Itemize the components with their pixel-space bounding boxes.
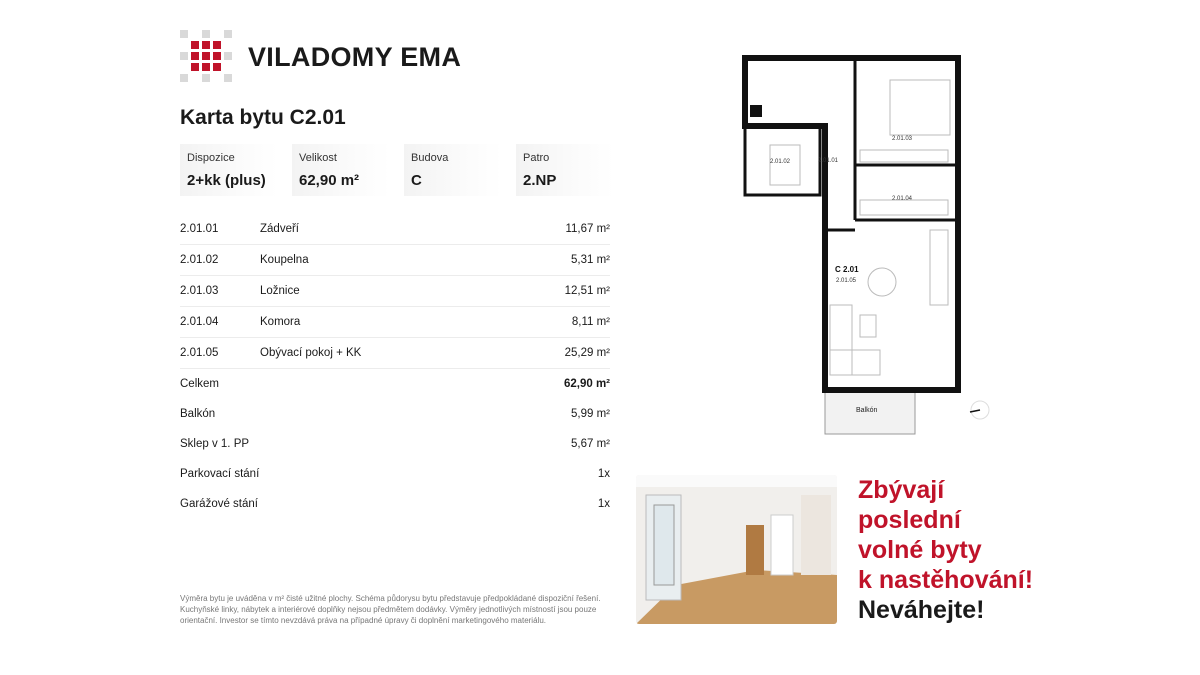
table-row (180, 307, 610, 338)
extra-area: 1x (597, 468, 610, 480)
balcony-label: Balkón (856, 407, 878, 414)
total-area: 62,90 m² (563, 378, 610, 390)
table-row (180, 245, 610, 276)
logo-dot (213, 52, 221, 60)
room-code: 2.01.04 (180, 316, 219, 328)
room-name: Ložnice (260, 285, 300, 297)
room-name: Komora (260, 316, 301, 328)
room-label: 2.01.02 (770, 159, 791, 165)
logo-dot (202, 41, 210, 49)
room-name: Zádveří (260, 223, 299, 235)
room-code: 2.01.03 (180, 285, 219, 297)
interior-photo (636, 475, 837, 624)
extra-row (180, 489, 610, 519)
extra-area: 1x (597, 498, 610, 510)
spec-dispozice (180, 144, 278, 196)
room-name: Obývací pokoj + KK (260, 347, 362, 359)
room-label: 2.01.01 (818, 158, 839, 164)
brand-logo (180, 30, 461, 84)
floor-plan (740, 50, 990, 440)
table-row (180, 338, 610, 369)
spec-velikost (292, 144, 390, 196)
promo-line: Zbývají (858, 476, 945, 504)
room-label: 2.01.03 (892, 136, 913, 142)
room-code: 2.01.05 (180, 347, 219, 359)
extra-name: Garážové stání (180, 498, 258, 510)
extra-row (180, 399, 610, 429)
room-label: 2.01.04 (892, 196, 913, 202)
logo-dot (202, 63, 210, 71)
room-code: 2.01.01 (180, 223, 219, 235)
promo-text (858, 475, 1033, 625)
page-title: Karta bytu C2.01 (180, 106, 346, 129)
logo-dot (180, 30, 188, 38)
logo-dot (191, 52, 199, 60)
spec-label: Patro (523, 152, 550, 164)
total-row (180, 369, 610, 399)
logo-dot (213, 63, 221, 71)
logo-dot (202, 74, 210, 82)
promo-line: k nastěhování! (858, 566, 1034, 594)
extra-area: 5,67 m² (571, 438, 610, 450)
table-row (180, 214, 610, 245)
logo-dot (180, 52, 188, 60)
logo-dot (191, 41, 199, 49)
promo-cta: Neváhejte! (858, 596, 985, 624)
spec-value: 2.NP (523, 172, 557, 189)
logo-dot (202, 52, 210, 60)
promo-line: poslední (858, 506, 961, 534)
spec-label: Velikost (299, 152, 337, 164)
spec-patro (516, 144, 614, 196)
logo-dot (202, 30, 210, 38)
room-table (180, 214, 610, 519)
room-area: 5,31 m² (571, 254, 610, 266)
room-label: 2.01.05 (836, 278, 857, 284)
extra-name: Sklep v 1. PP (180, 438, 250, 450)
disclaimer-text: Výměra bytu je uváděna v m² čisté užitné plochy. Schéma půdorysu bytu představuje předpokládané dispoziční řešení. Kuchyňské linky, nábytek a interiérové doplňky nejsou předmětem dodávky. Výměry jednotlivých místností jsou pouze orientační. Investor se tímto nevzdává práva na případné úpravy či doplnění marketingového materiálu. (180, 594, 601, 625)
room-name: Koupelna (260, 254, 309, 266)
logo-dot (180, 74, 188, 82)
logo-dot (191, 63, 199, 71)
spec-label: Budova (411, 152, 449, 164)
extra-row (180, 459, 610, 489)
spec-value: 2+kk (plus) (187, 172, 266, 189)
spec-boxes (180, 144, 614, 196)
room-area: 11,67 m² (565, 223, 610, 235)
extra-area: 5,99 m² (571, 408, 610, 420)
promo-line: volné byty (858, 536, 982, 564)
logo-dot (213, 41, 221, 49)
spec-label: Dispozice (187, 152, 235, 164)
extra-row (180, 429, 610, 459)
logo-dot (224, 52, 232, 60)
room-area: 8,11 m² (571, 316, 610, 328)
extra-name: Parkovací stání (180, 468, 260, 480)
logo-dot (224, 30, 232, 38)
extra-name: Balkón (180, 408, 216, 420)
room-area: 12,51 m² (564, 285, 610, 297)
table-row (180, 276, 610, 307)
spec-value: 62,90 m² (299, 172, 360, 189)
logo-grid-icon (180, 30, 234, 84)
logo-dot (224, 74, 232, 82)
room-area: 25,29 m² (564, 347, 610, 359)
spec-value: C (411, 172, 422, 189)
room-code: 2.01.02 (180, 254, 219, 266)
brand-name: VILADOMY EMA (248, 41, 462, 72)
total-name: Celkem (180, 378, 219, 390)
spec-budova (404, 144, 502, 196)
unit-label: C 2.01 (835, 265, 859, 274)
